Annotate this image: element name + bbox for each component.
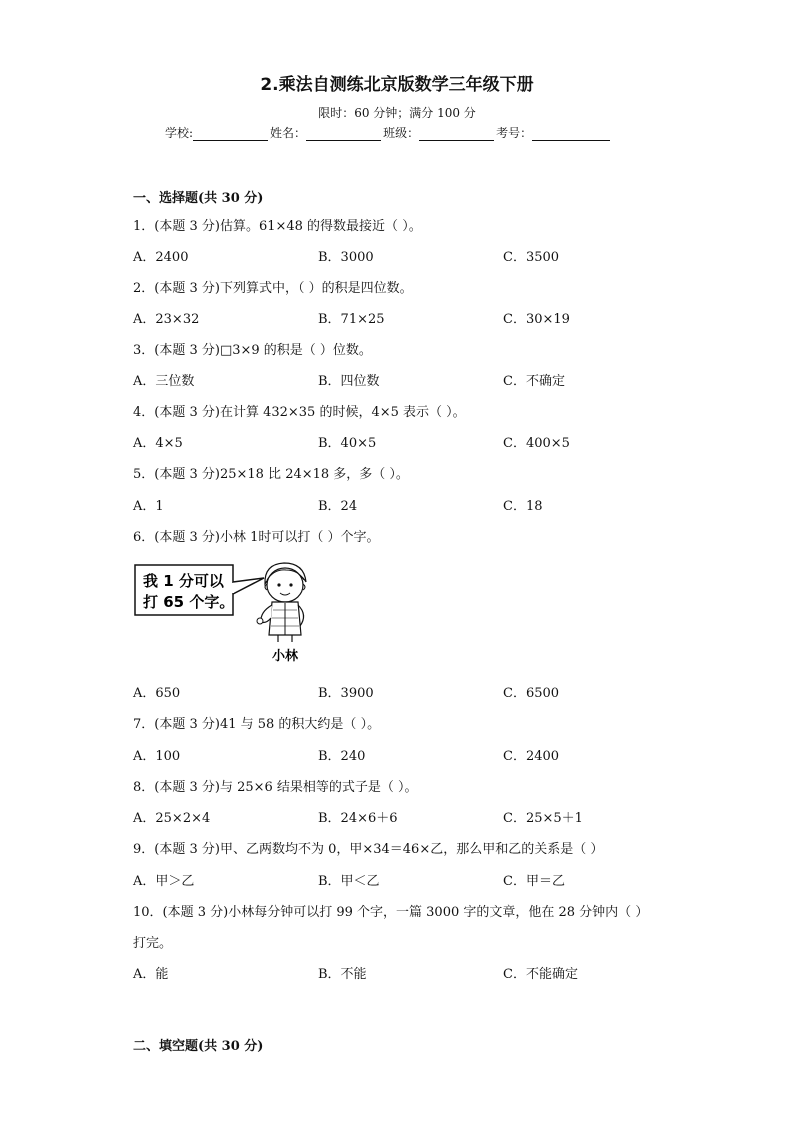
question-text: 6．(本题 3 分)小林 1时可以打（ ）个字。	[133, 530, 380, 545]
option-a[interactable]: A．能	[133, 967, 169, 982]
option-b[interactable]: B．71×25	[318, 312, 385, 327]
option-c[interactable]: C．400×5	[503, 436, 570, 451]
option-b[interactable]: B．24	[318, 499, 358, 514]
question-text: 5．(本题 3 分)25×18 比 24×18 多，多（ ）。	[133, 467, 409, 482]
question-text: 9．(本题 3 分)甲、乙两数均不为 0，甲×34＝46×乙，那么甲和乙的关系是（ ）	[133, 842, 604, 857]
option-c[interactable]: C．不能确定	[503, 967, 578, 982]
option-a[interactable]: A．100	[133, 749, 181, 764]
question-text: 7．(本题 3 分)41 与 58 的积大约是（ ）。	[133, 717, 381, 732]
xiaolin-figure-svg	[134, 560, 314, 670]
option-c[interactable]: C．25×5＋1	[503, 811, 583, 826]
option-b[interactable]: B．不能	[318, 967, 367, 982]
class-blank[interactable]	[419, 127, 494, 141]
option-a[interactable]: A．25×2×4	[133, 811, 211, 826]
xiaolin-illustration	[134, 560, 314, 670]
student-info-row	[165, 124, 645, 141]
exam-number-blank[interactable]	[532, 127, 610, 141]
option-a[interactable]: A．2400	[133, 250, 189, 265]
option-a[interactable]: A．650	[133, 686, 181, 701]
class-field[interactable]	[383, 124, 496, 141]
option-b[interactable]: B．240	[318, 749, 366, 764]
name-field[interactable]	[270, 124, 383, 141]
boy-eye-right	[289, 583, 292, 586]
option-b[interactable]: B．四位数	[318, 374, 380, 389]
page-subtitle: 限时：60 分钟；满分 100 分	[318, 106, 476, 120]
exam-number-field[interactable]	[496, 124, 612, 141]
option-c[interactable]: C．2400	[503, 749, 560, 764]
option-b[interactable]: B．40×5	[318, 436, 377, 451]
page-title: 2.乘法自测练北京版数学三年级下册	[260, 75, 534, 95]
section-title-fill-in: 二、填空题(共 30 分)	[133, 1039, 264, 1054]
exam-number-label: 考号：	[496, 126, 533, 140]
question-text: 8．(本题 3 分)与 25×6 结果相等的式子是（ ）。	[133, 780, 418, 795]
option-c[interactable]: C．6500	[503, 686, 560, 701]
school-label: 学校:	[165, 126, 194, 140]
option-a[interactable]: A．1	[133, 499, 164, 514]
speech-text-line-2: 打 65 个字。	[143, 593, 235, 611]
option-c[interactable]: C．不确定	[503, 374, 565, 389]
option-a[interactable]: A．4×5	[133, 436, 183, 451]
option-a[interactable]: A．甲＞乙	[133, 874, 195, 889]
question-text: 4．(本题 3 分)在计算 432×35 的时候，4×5 表示（ ）。	[133, 405, 466, 420]
option-c[interactable]: C．18	[503, 499, 543, 514]
question-text: 1．(本题 3 分)估算。61×48 的得数最接近（ ）。	[133, 219, 422, 234]
question-text: 3．(本题 3 分)□3×9 的积是（ ）位数。	[133, 343, 372, 358]
option-c[interactable]: C．甲＝乙	[503, 874, 565, 889]
boy-eye-left	[277, 583, 280, 586]
question-text: 10．(本题 3 分)小林每分钟可以打 99 个字，一篇 3000 字的文章，他在 28 分钟内（ ）	[133, 905, 649, 920]
option-b[interactable]: B．24×6＋6	[318, 811, 398, 826]
class-label: 班级：	[383, 126, 420, 140]
speech-tail	[233, 578, 264, 594]
option-b[interactable]: B．3000	[318, 250, 374, 265]
boy-hand	[257, 618, 263, 624]
school-blank[interactable]	[193, 127, 268, 141]
school-field[interactable]	[165, 124, 270, 141]
question-text: 2．(本题 3 分)下列算式中，（ ）的积是四位数。	[133, 281, 413, 296]
figure-caption: 小林	[272, 649, 299, 664]
section-title-choice: 一、选择题(共 30 分)	[133, 191, 264, 206]
option-a[interactable]: A．23×32	[133, 312, 200, 327]
name-blank[interactable]	[306, 127, 381, 141]
option-b[interactable]: B．3900	[318, 686, 374, 701]
question-text-continued: 打完。	[133, 936, 173, 951]
name-label: 姓名：	[270, 126, 307, 140]
option-c[interactable]: C．3500	[503, 250, 560, 265]
option-c[interactable]: C．30×19	[503, 312, 570, 327]
speech-text-line-1: 我 1 分可以	[143, 572, 224, 590]
option-b[interactable]: B．甲＜乙	[318, 874, 380, 889]
option-a[interactable]: A．三位数	[133, 374, 195, 389]
